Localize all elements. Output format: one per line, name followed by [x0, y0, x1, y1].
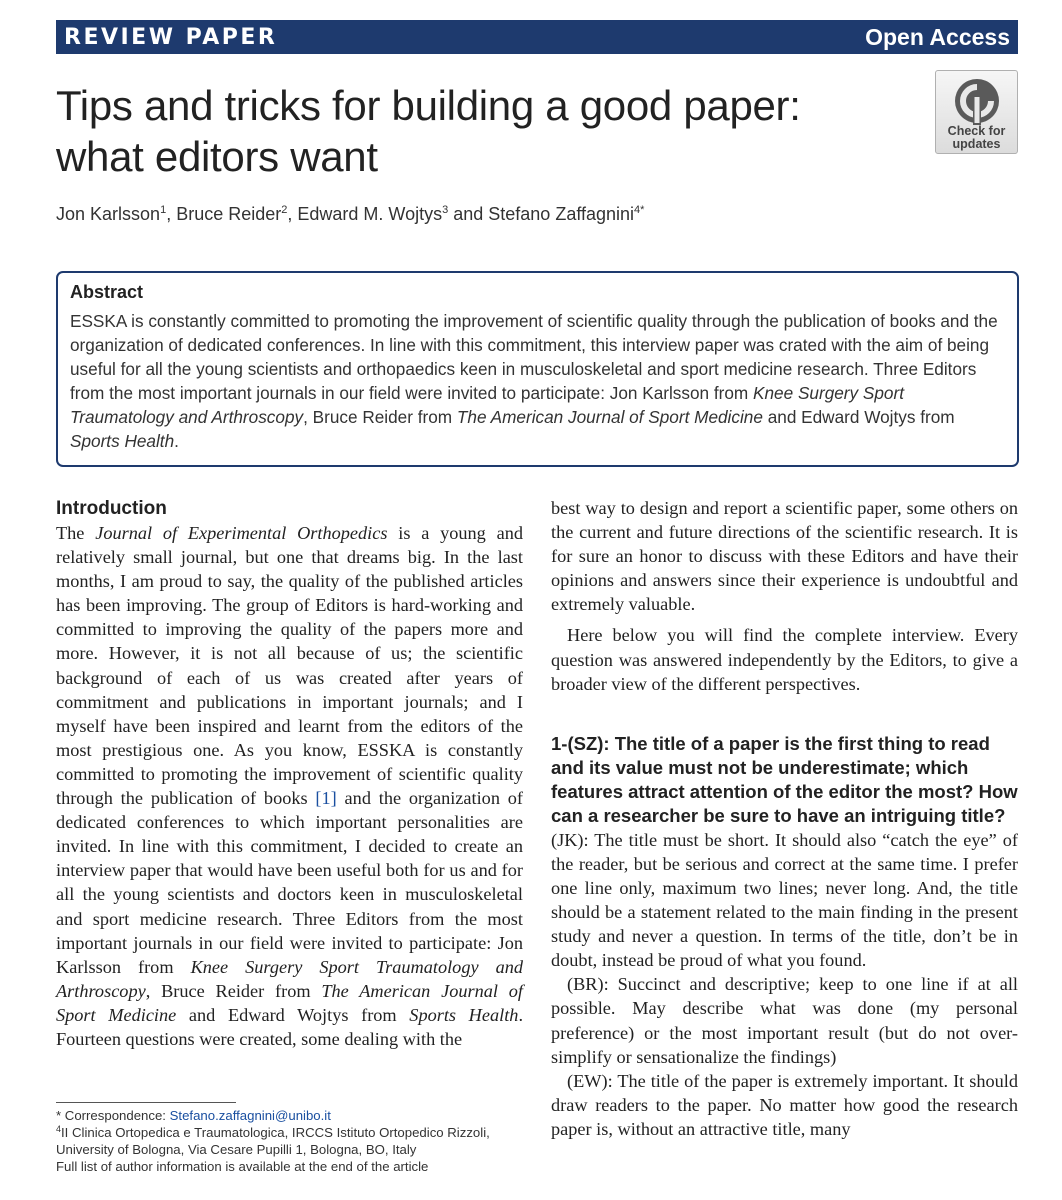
affiliation-note: $^4$II Clinica Ortopedica e Traumatologica, IRCCS Istituto Ortopedico Rizzoli, University of Bologna, Via Cesare Pupilli 1, Bologna, BO, Italy — [56, 1124, 490, 1157]
citation-link[interactable]: [1] — [315, 788, 337, 809]
author-affiliation: 1 — [160, 204, 167, 216]
review-paper-label: REVIEW PAPER — [64, 24, 278, 50]
abstract-box — [56, 271, 1019, 467]
footnotes — [56, 1107, 526, 1175]
check-for-updates-badge[interactable] — [935, 70, 1018, 154]
check-for-updates-text: Check for updates — [947, 124, 1006, 151]
left-column — [56, 496, 523, 1051]
question-1-heading: 1-(SZ): The title of a paper is the first thing to read and its value must not be underestimate; which features attract attention of the editor the most? How can a researcher be sure to have an intriguing title? — [551, 732, 1018, 826]
correspondence-note: * Correspondence: Stefano.zaffagnini@unibo.it — [56, 1108, 331, 1123]
author-name[interactable]: Edward M. Wojtys — [297, 204, 443, 224]
author-list: Jon Karlsson$^1$, Bruce Reider$^2$, Edward M. Wojtys$^3$ and Stefano Zaffagnini$^{4*}$ — [56, 204, 645, 224]
answer-jk: (JK): The title must be short. It should also “catch the eye” of the reader, but be serious and correct at the same time. I prefer one line only, maximum two lines; never long. And, the title should be a statement related to the main finding in the present study and never a question. In terms of the title, don’t be in doubt, instead be proud of what you found. — [551, 829, 1018, 971]
introduction-heading: Introduction — [56, 498, 167, 519]
author-name[interactable]: Bruce Reider — [176, 204, 282, 224]
answer-ew: (EW): The title of the paper is extremely important. It should draw readers to the paper. No matter how good the research paper is, without an attractive title, many — [551, 1070, 1018, 1139]
interview-note-paragraph: Here below you will find the complete interview. Every question was answered independently by the Editors, to give a broader view of the different perspectives. — [551, 625, 1018, 694]
author-affiliation: 4* — [634, 204, 645, 216]
article-type-banner — [56, 20, 1018, 54]
author-name[interactable]: Jon Karlsson — [56, 204, 161, 224]
right-column — [551, 496, 1018, 1141]
crossmark-icon — [953, 77, 1001, 125]
introduction-paragraph: The Journal of Experimental Orthopedics is a young and relatively small journal, but one that dreams big. In the last months, I am proud to say, the quality of the published articles has been improving. The group of Editors is hard-working and committed to improving the quality of the papers more and more. However, it is not all because of us; the scientific background of each of us was created after years of commitment and publications in important journals; and I myself have been inspired and learnt from the editors of the most prestigious one. As you know, ESSKA is constantly committed to promoting the improvement of scientific quality through the publication of books [1] and the organization of dedicated conferences to which important personalities are invited. In line with this commitment, I decided to create an interview paper that would have been useful both for us and for all the young scientists and doctors keen in musculoskeletal and sport medicine research. Three Editors from the most important journals in our field were invited to participate: Jon Karlsson from Knee Surgery Sport Traumatology and Arthroscopy, Bruce Reider from The American Journal of Sport Medicine and Edward Wojtys from Sports Health. Fourteen questions were created, some dealing with the — [56, 523, 524, 1049]
footnote-divider — [56, 1102, 236, 1103]
intro-continuation-paragraph: best way to design and report a scientific paper, some others on the current and future directions of the scientific research. It is for sure an honor to discuss with these Editors and have their opinions and answers since their experience is undoubtful and extremely valuable. — [551, 498, 1018, 615]
correspondence-email-link[interactable]: Stefano.zaffagnini@unibo.it — [169, 1108, 331, 1123]
author-name[interactable]: Stefano Zaffagnini — [488, 204, 635, 224]
author-info-note: Full list of author information is available at the end of the article — [56, 1159, 429, 1174]
abstract-text: ESSKA is constantly committed to promoting the improvement of scientific quality through the publication of books and the organization of dedicated conferences. In line with this commitment, this interview paper was crated with the aim of being useful for all the young scientists and orthopaedics keen in musculoskeletal and sport medicine research. Three Editors from the most important journals in our field were invited to participate: Jon Karlsson from Knee Surgery Sport Traumatology and Arthroscopy, Bruce Reider from The American Journal of Sport Medicine and Edward Wojtys from Sports Health. — [70, 311, 998, 451]
answer-br: (BR): Succinct and descriptive; keep to one line if at all possible. May describe what was done (my personal preference) or the most important result (but do not over-simplify or sensationalize the findings) — [551, 974, 1018, 1067]
author-affiliation: 2 — [281, 204, 288, 216]
open-access-label: Open Access — [865, 23, 1010, 50]
paper-title: Tips and tricks for building a good paper: what editors want — [56, 82, 801, 180]
abstract-heading: Abstract — [70, 282, 144, 302]
author-affiliation: 3 — [442, 204, 449, 216]
